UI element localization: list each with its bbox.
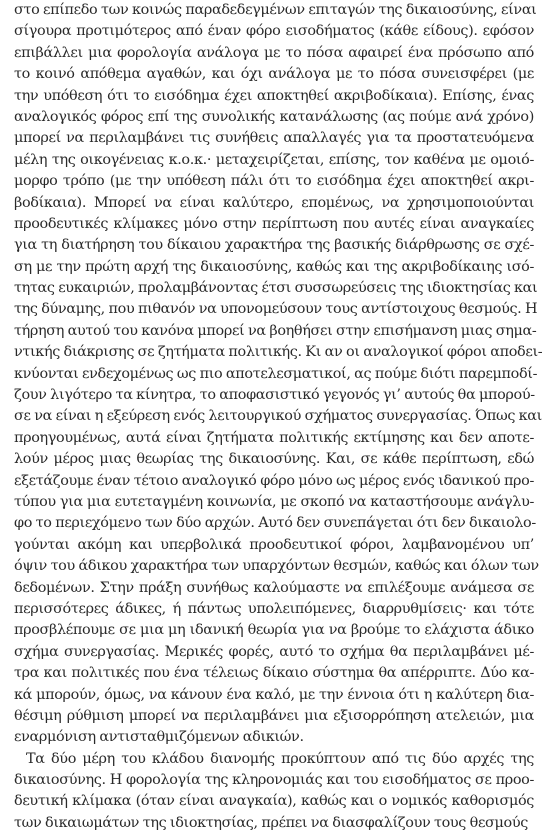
text-line: σίγουρα προτιμότερος από έναν φόρο εισοδήματος (κάθε είδους). εφόσον bbox=[14, 23, 534, 40]
text-line: όψιν του άδικου χαρακτήρα των υπαρχόντων θεσμών, καθώς και όλων των bbox=[14, 558, 539, 575]
text-line: ση με την πρώτη αρχή της δικαιοσύνης, καθώς και της ακριβοδίκαιης ισό- bbox=[14, 258, 534, 275]
paragraph bbox=[14, 749, 534, 834]
text-line: κνύονται ενδεχομένως ως πιο αποτελεσματικοί, ας πούμε διότι παρεμποδί- bbox=[14, 365, 538, 382]
text-line: βοδίκαια). Μπορεί να είναι καλύτερο, επομένως, να χρησιμοποιούνται bbox=[14, 194, 534, 211]
text-line: δεδομένων. Στην πράξη συνήθως καλούμαστε να επιλέξουμε ανάμεσα σε bbox=[14, 579, 534, 596]
text-line: κά μπορούν, όμως, να κάνουν ένα καλό, με την έννοια ότι η καλύτερη δια- bbox=[14, 686, 534, 703]
text-line: σχήμα συνεργασίας. Μερικές φορές, αυτό το σχήμα θα περιλαμβάνει μέ- bbox=[14, 643, 534, 660]
text-line: φο το περιεχόμενο των δύο αρχών. Αυτό δεν συνεπάγεται ότι δεν δικαιολο- bbox=[14, 515, 536, 532]
text-line: τρα και πολιτικές που ένα τέλειως δίκαιο σύστημα θα απέρριπτε. Δύο κα- bbox=[14, 665, 534, 682]
text-line: μέλη της οικογένειας κ.ο.κ.· μεταχειρίζεται, επίσης, τον καθένα με ομοιό- bbox=[14, 151, 534, 168]
text-line: την υπόθεση ότι το εισόδημα έχει αποκτηθεί ακριβοδίκαια). Επίσης, ένας bbox=[14, 87, 534, 104]
paragraph bbox=[14, 0, 543, 749]
text-line: για τη διατήρηση του δίκαιου χαρακτήρα της βασικής διάρθρωσης σε σχέ- bbox=[14, 237, 534, 254]
text-line: περισσότερες άδικες, ή πάντως υπολειπόμενες, διαρρυθμίσεις· και τότε bbox=[14, 600, 534, 617]
text-line: στο επίπεδο των κοινώς παραδεδεγμένων επιταγών της δικαιοσύνης, είναι bbox=[14, 2, 537, 18]
text-line: λούν μέρος μιας θεωρίας της δικαιοσύνης. Και, σε κάθε περίπτωση, εδώ bbox=[14, 451, 534, 468]
text-line: Τα δύο μέρη του κλάδου διανομής προκύπτουν από τις δύο αρχές της bbox=[26, 750, 534, 767]
text-line: των δικαιωμάτων της ιδιοκτησίας, πρέπει να διασφαλίζουν τους θεσμούς bbox=[14, 814, 528, 831]
body-text bbox=[14, 0, 543, 834]
text-line: μπορεί να περιλαμβάνει τις συνήθεις απαλλαγές για τα προστατευόμενα bbox=[14, 130, 534, 147]
text-line: μορφο τρόπο (με την υπόθεση πάλι ότι το εισόδημα έχει αποκτηθεί ακρι- bbox=[14, 173, 534, 190]
text-line: ντικής διάκρισης σε ζητήματα πολιτικής. Κι αν οι αναλογικοί φόροι αποδει- bbox=[14, 344, 543, 361]
text-line: τητας ευκαιριών, προλαμβάνοντας έτσι συσσωρεύσεις της ιδιοκτησίας και bbox=[14, 280, 538, 297]
text-line: δικαιοσύνης. Η φορολογία της κληρονομιάς και του εισοδήματος σε προο- bbox=[14, 772, 534, 789]
text-line: τύπου για μια ευτεταγμένη κοινωνία, με σκοπό να καταστήσουμε ανάγλυ- bbox=[14, 493, 534, 510]
text-line: αναλογικός φόρος επί της συνολικής κατανάλωσης (ας πούμε ανά χρόνο) bbox=[14, 108, 534, 125]
text-line: εξετάζουμε έναν τέτοιο αναλογικό φόρο μόνο ως μέρος ενός ιδανικού προ- bbox=[14, 472, 534, 489]
text-line: γούνται ακόμη και υπερβολικά προοδευτικοί φόροι, λαμβανομένου υπ’ bbox=[14, 536, 534, 553]
text-line: εναρμόνιση αντισταθμιζόμενων αδικιών. bbox=[14, 729, 304, 746]
text-line: το κοινό απόθεμα αγαθών, και όχι ανάλογα με το πόσα συνεισφέρει (με bbox=[14, 66, 534, 83]
text-line: της δύναμης, που πιθανόν να υπονομεύσουν τους αντίστοιχους θεσμούς. Η bbox=[14, 301, 538, 318]
text-line: προοδευτικές κλίμακες μόνο στην περίπτωση που αυτές είναι αναγκαίες bbox=[14, 215, 534, 232]
text-line: ζουν λιγότερο τα κίνητρα, το αποφασιστικό γεγονός γι’ αυτούς θα μπορού- bbox=[14, 387, 535, 404]
text-line: δευτική κλίμακα (όταν είναι αναγκαία), καθώς και ο νομικός καθορισμός bbox=[14, 793, 534, 810]
text-line: τήρηση αυτού του κανόνα μπορεί να βοηθήσει στην επισήμανση μιας σημα- bbox=[14, 322, 537, 339]
text-line: επιβάλλει μια φορολογία ανάλογα με το πόσα αφαιρεί ένα πρόσωπο από bbox=[14, 44, 534, 61]
text-line: προσβλέπουμε σε μια μη ιδανική θεωρία για να βρούμε το ελάχιστα άδικο bbox=[14, 622, 534, 639]
text-line: θέσιμη ρύθμιση μπορεί να περιλαμβάνει μια εξισορρόπηση ατελειών, μια bbox=[14, 707, 534, 724]
text-line: σε να είναι η εξεύρεση ενός λειτουργικού σχήματος συνεργασίας. Όπως και bbox=[14, 408, 542, 425]
text-line: προηγουμένως, αυτά είναι ζητήματα πολιτικής εκτίμησης και δεν αποτε- bbox=[14, 429, 534, 446]
